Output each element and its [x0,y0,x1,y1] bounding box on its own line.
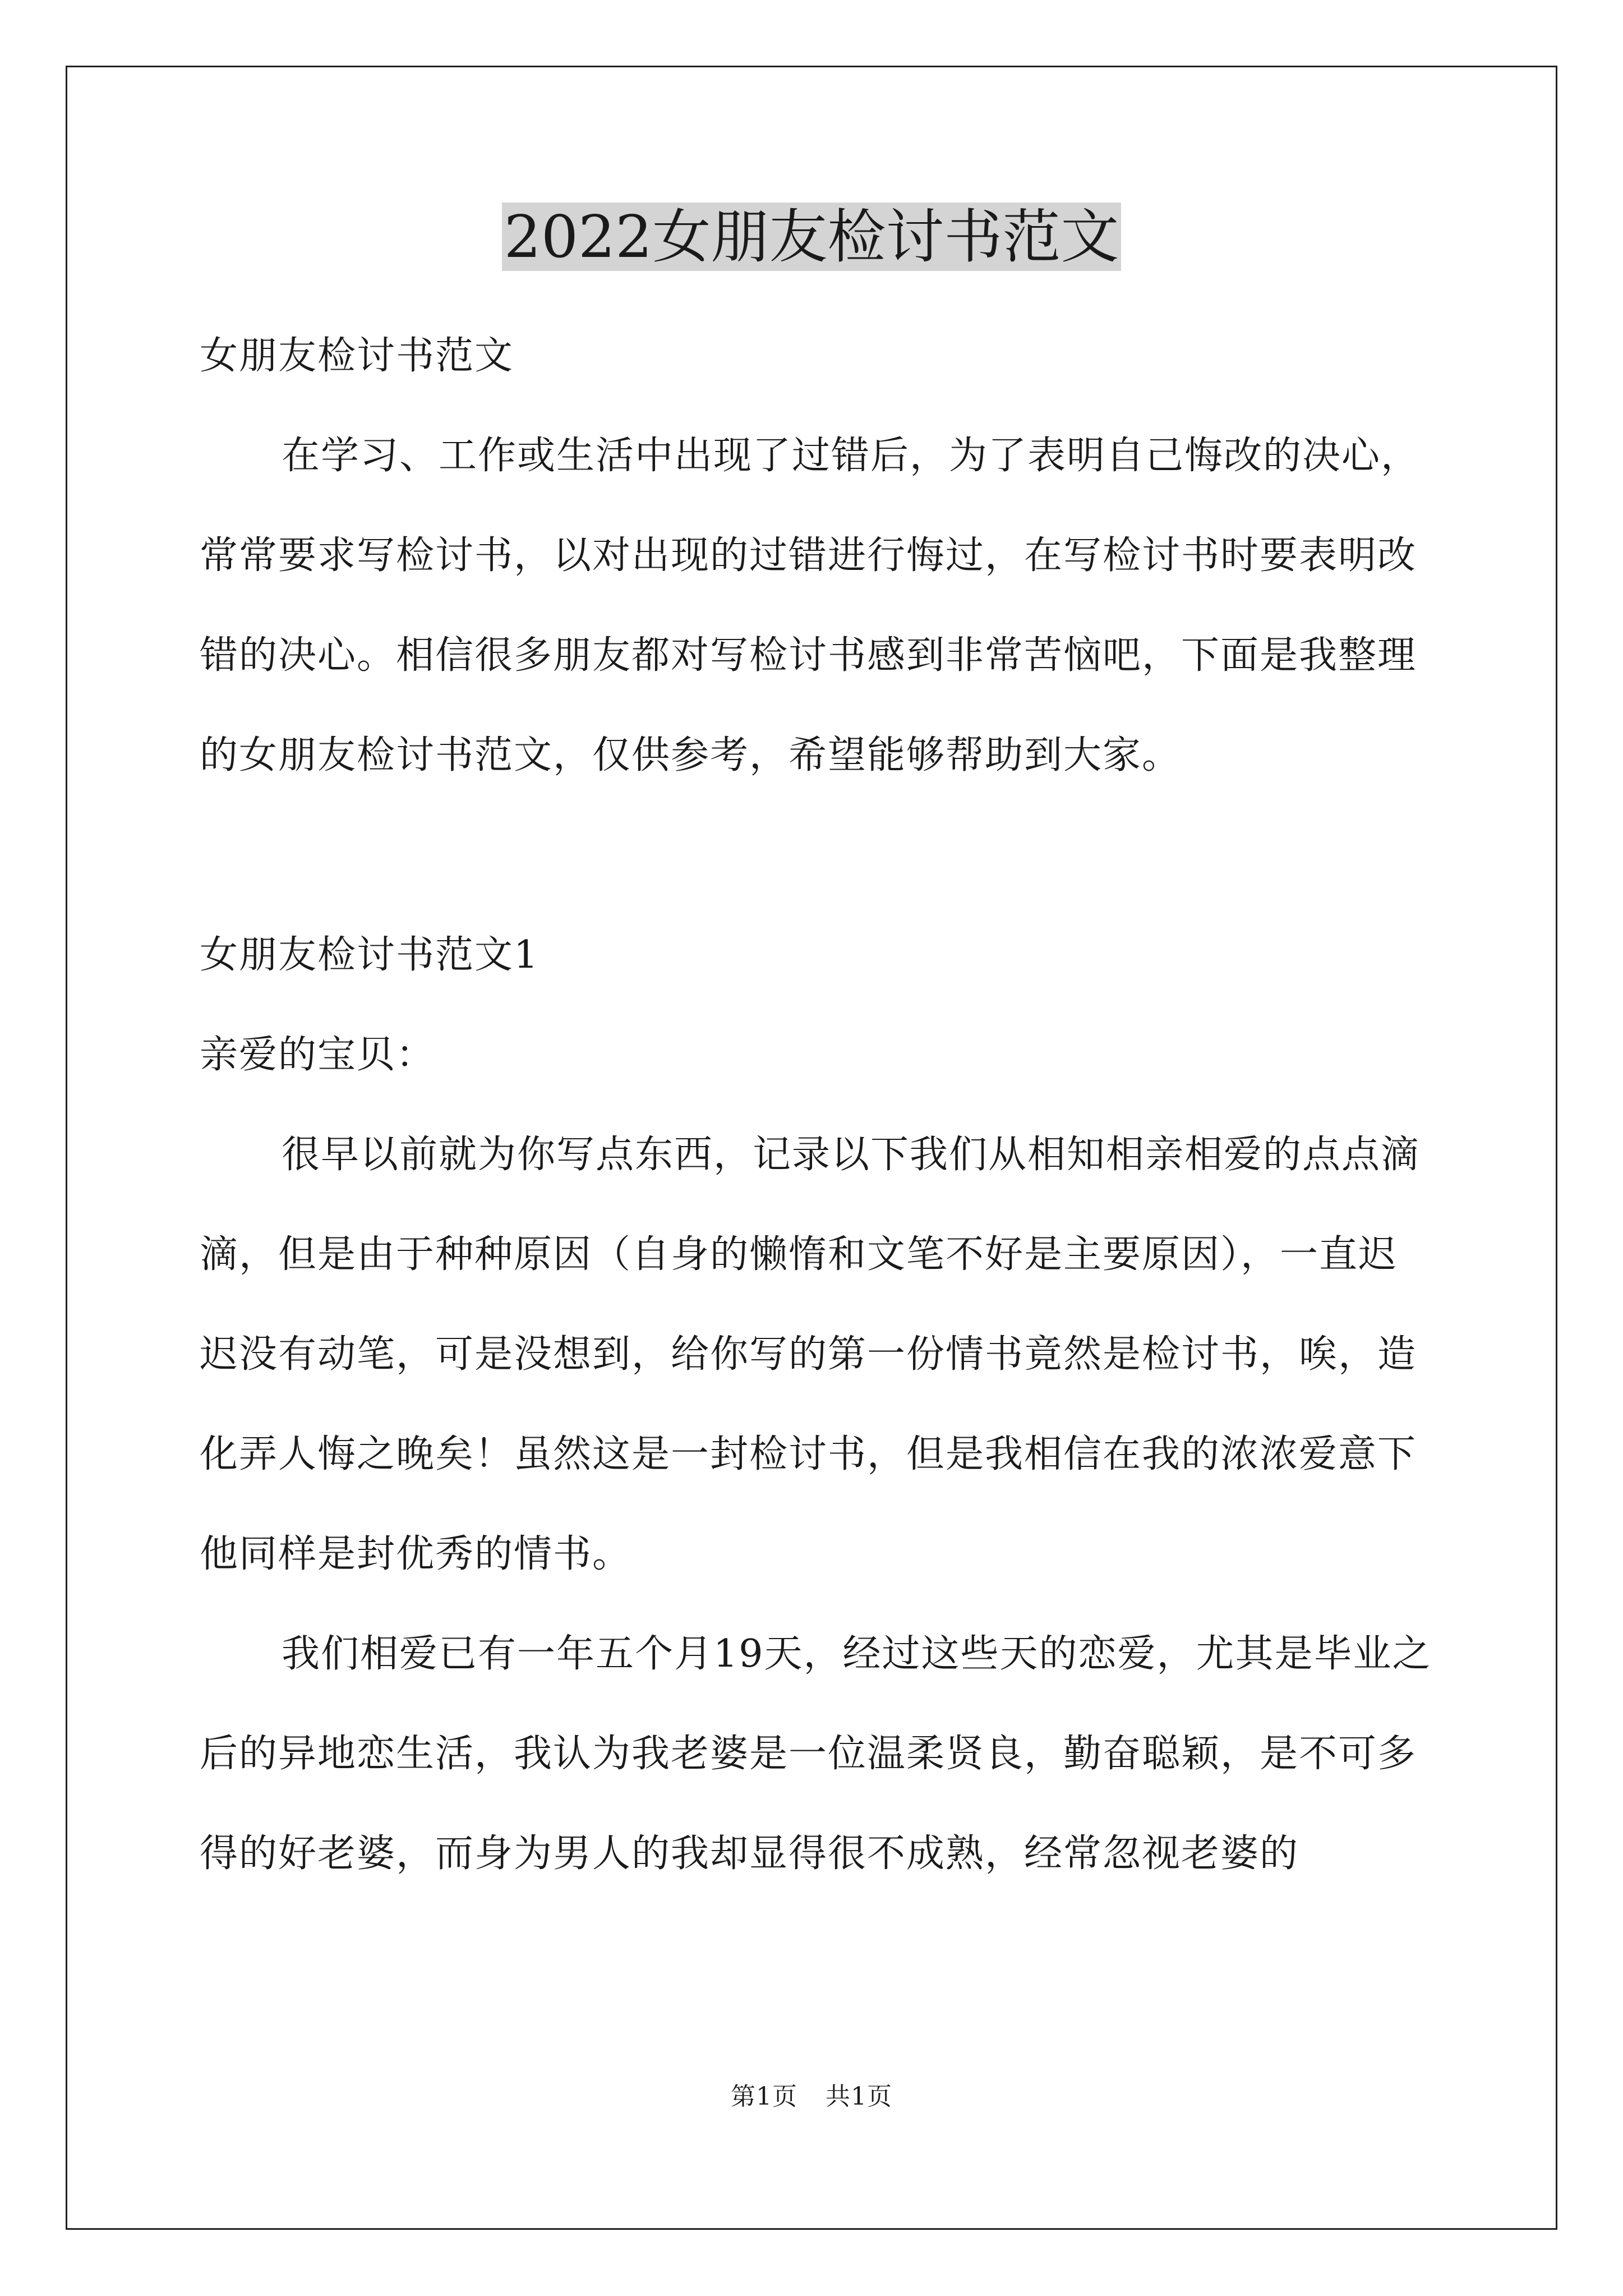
body-paragraph: 我们相爱已有一年五个月19天，经过这些天的恋爱，尤其是毕业之后的异地恋生活，我认为我老婆是一位温柔贤良，勤奋聪颖，是不可多得的好老婆，而身为男人的我却显得很不成熟，经常忽视老婆的 [200,1632,1432,1876]
paragraph-spacer [200,806,1433,905]
section-heading: 女朋友检讨书范文1 [200,933,540,977]
intro-paragraph: 在学习、工作或生活中出现了过错后，为了表明自己悔改的决心，常常要求写检讨书，以对出现的过错进行悔过，在写检讨书时要表明改错的决心。相信很多朋友都对写检讨书感到非常苦恼吧，下面是我整理的女朋友检讨书范文，仅供参考，希望能够帮助到大家。 [200,434,1421,777]
document-body [200,306,1433,1904]
body-paragraph: 很早以前就为你写点东西，记录以下我们从相知相亲相爱的点点滴滴，但是由于种种原因（自身的懒惰和文笔不好是主要原因），一直迟迟没有动笔，可是没想到，给你写的第一份情书竟然是检讨书，唉，造化弄人悔之晚矣！虽然这是一封检讨书，但是我相信在我的浓浓爱意下他同样是封优秀的情书。 [200,1133,1421,1576]
salutation: 亲爱的宝贝： [200,1033,436,1077]
subtitle: 女朋友检讨书范文 [200,334,514,378]
page-number: 第1页 [731,2082,797,2111]
page-total: 共1页 [826,2082,892,2111]
page-footer [0,2080,1623,2114]
document-title [0,197,1623,276]
title-text: 2022女朋友检讨书范文 [502,203,1122,271]
